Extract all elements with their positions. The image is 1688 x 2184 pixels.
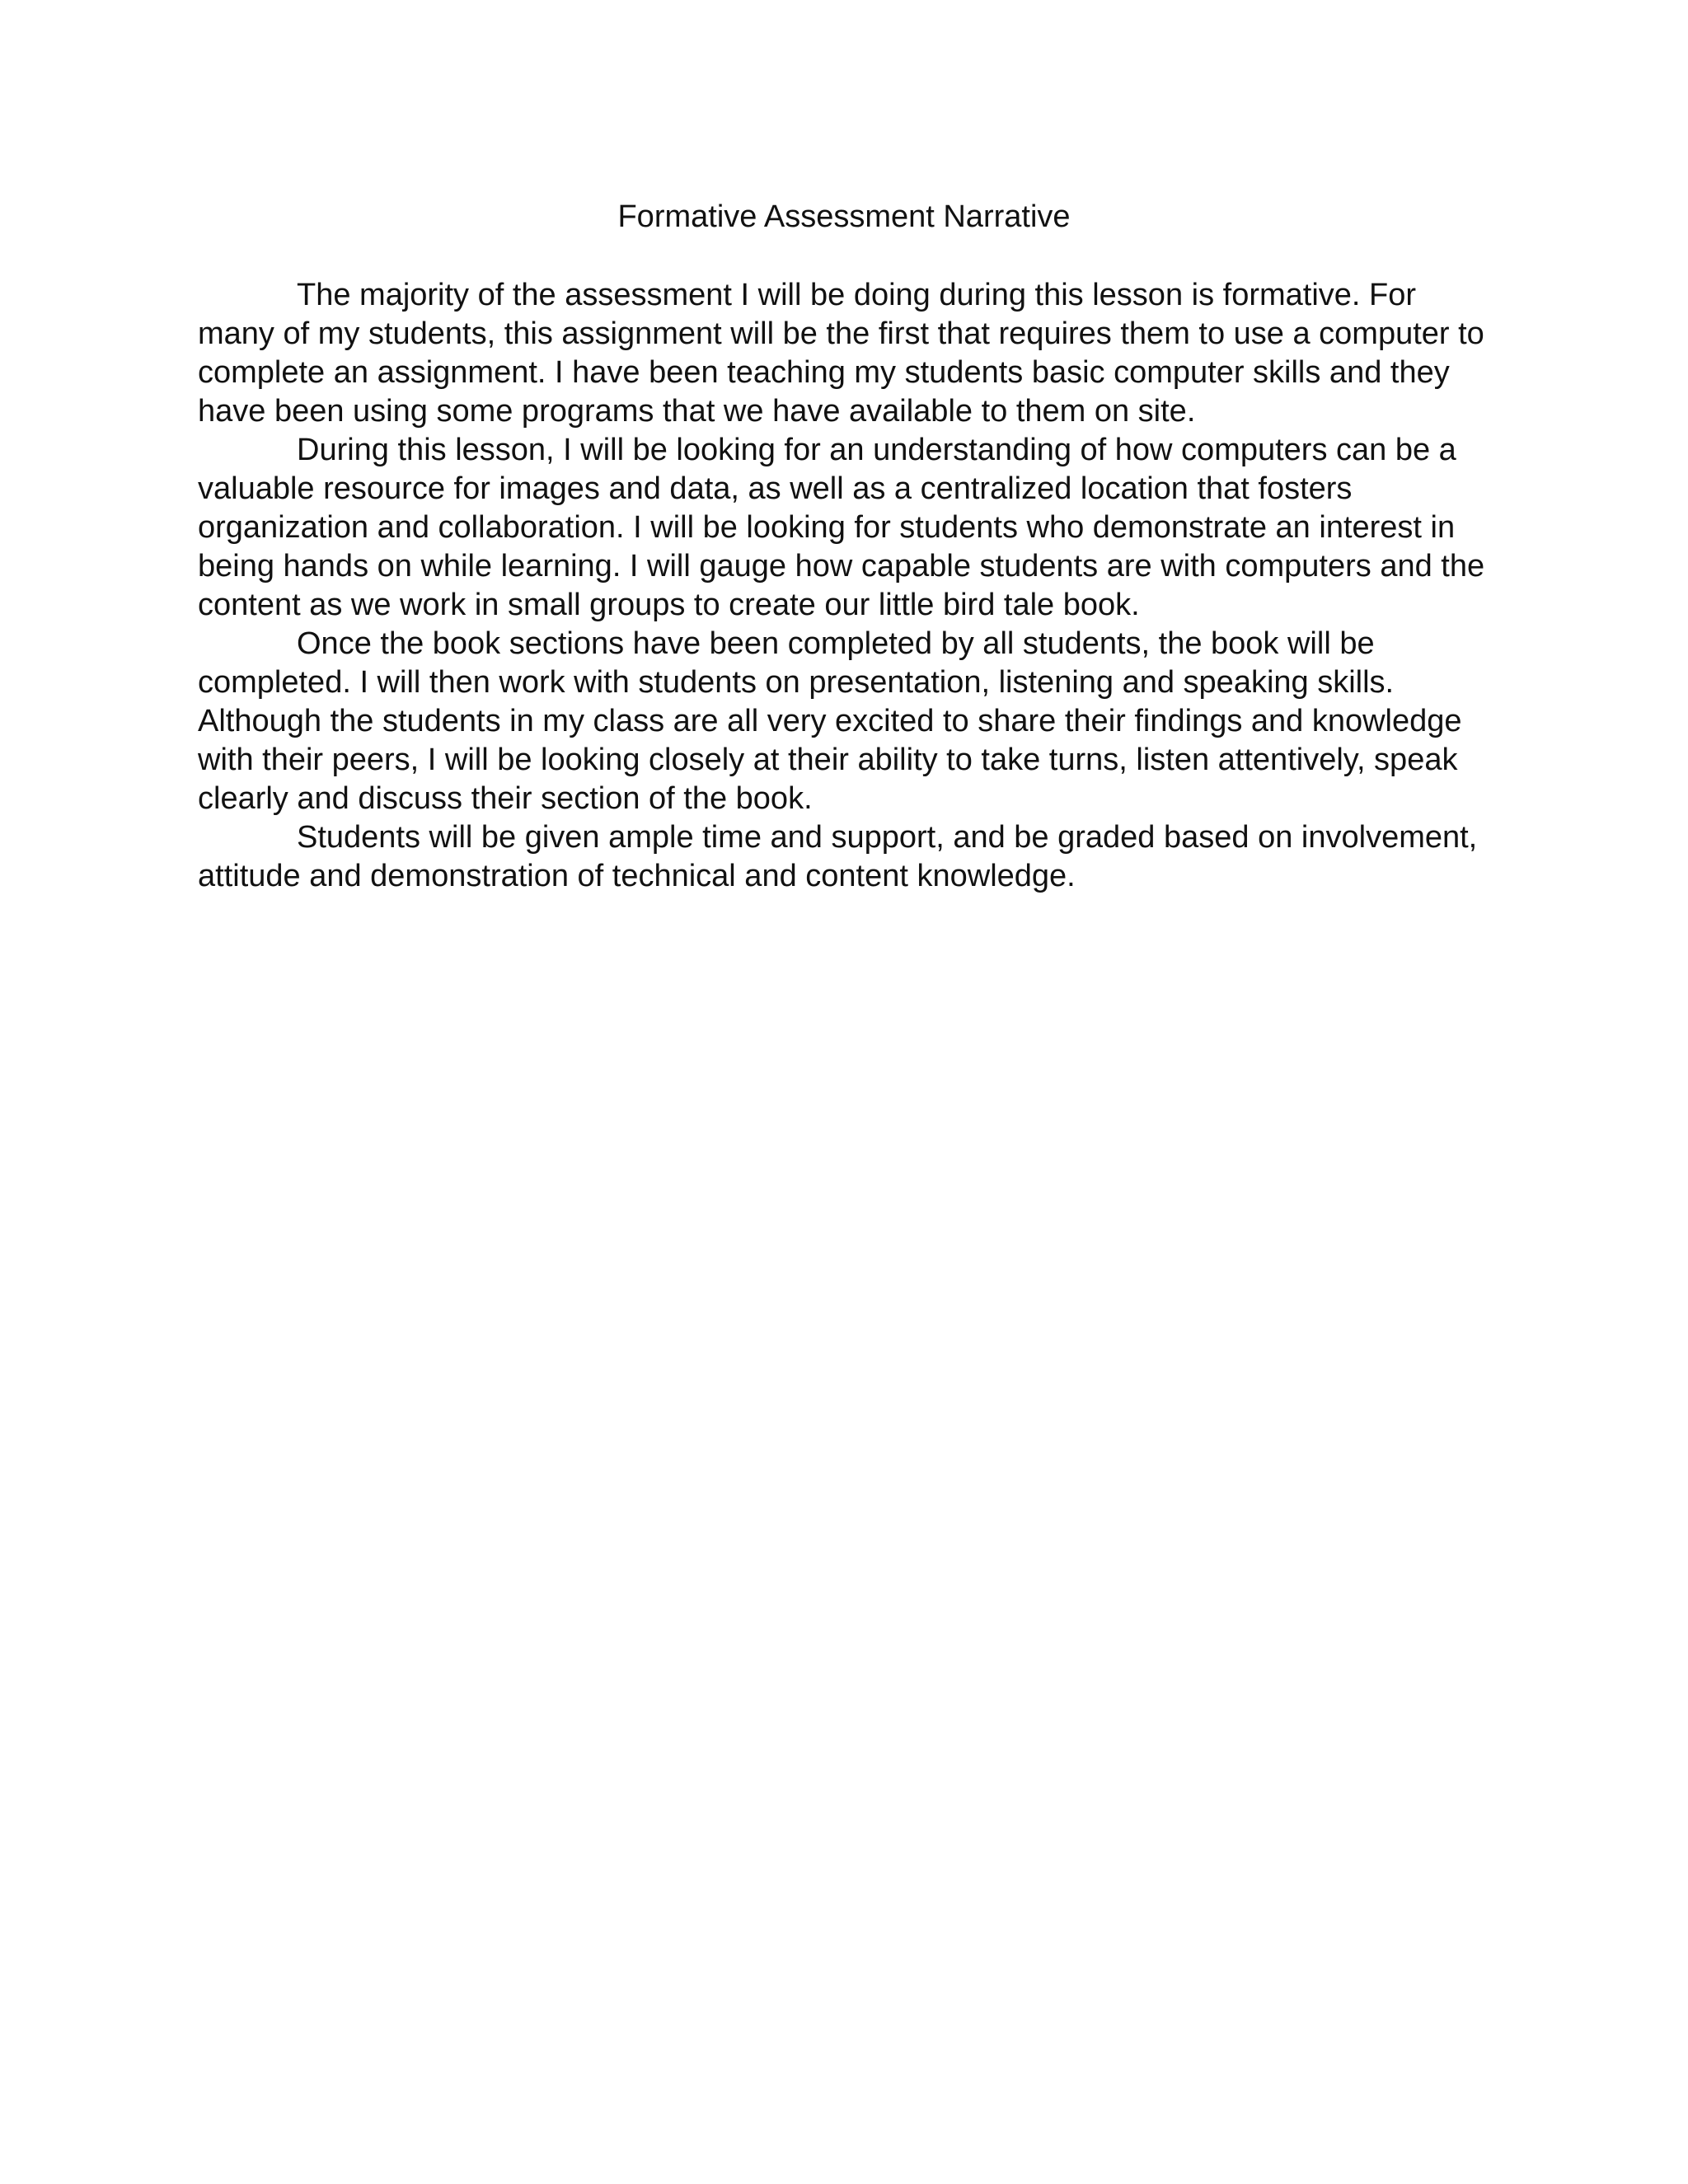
paragraph-1: The majority of the assessment I will be doing during this lesson is formative. For many of my students, this assignment will be the first that requires them to use a computer to complete an assignment. I have been teaching my students basic computer skills and they have been using some programs that we have available to them on site. [198, 278, 1484, 429]
document-title: Formative Assessment Narrative [617, 199, 1071, 234]
document-body [198, 276, 1500, 896]
paragraph-3: Once the book sections have been completed by all students, the book will be completed. I will then work with students on presentation, listening and speaking skills. Although the students in my class are all very excited to share their findings and knowledge with their peers, I will be looking closely at their ability to take turns, listen attentively, speak clearly and discuss their section of the book. [198, 626, 1462, 816]
paragraph-2: During this lesson, I will be looking for an understanding of how computers can be a valuable resource for images and data, as well as a centralized location that fosters organization and collaboration. I will be looking for students who demonstrate an interest in being hands on while learning. I will gauge how capable students are with computers and the content as we work in small groups to create our little bird tale book. [198, 433, 1485, 622]
paragraph-4: Students will be given ample time and support, and be graded based on involvement, attitude and demonstration of technical and content knowledge. [198, 820, 1478, 893]
